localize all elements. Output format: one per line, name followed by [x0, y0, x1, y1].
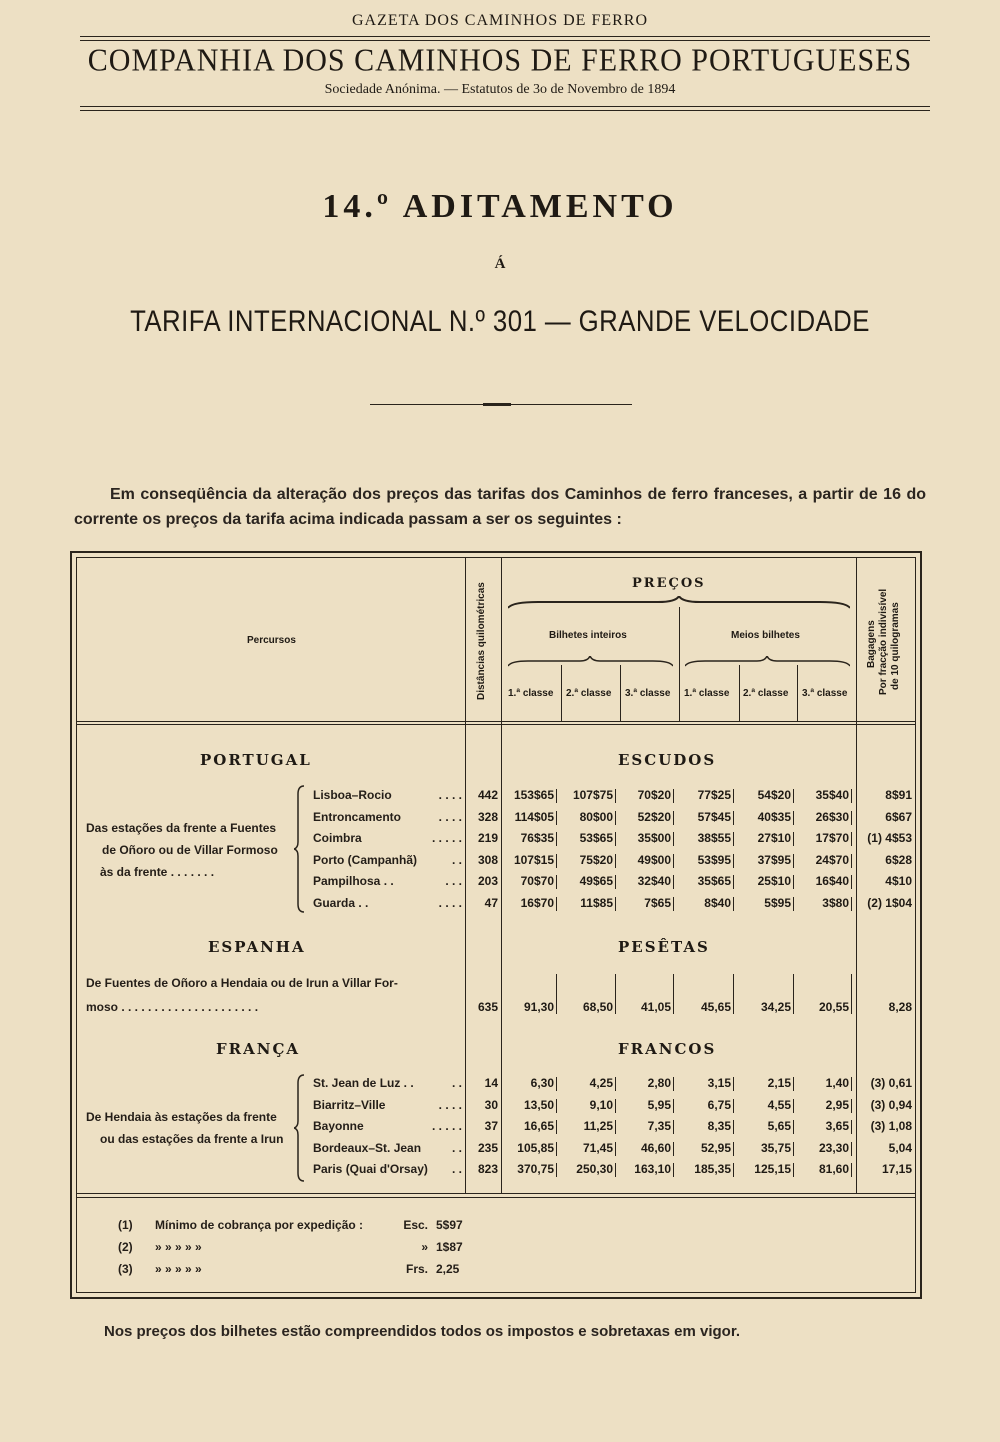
- cell-divider: [556, 1099, 557, 1113]
- header-meios-c2: 2.ª classe: [743, 688, 789, 699]
- price-cell: 7$65: [644, 895, 671, 910]
- note-text: » » » » »: [155, 1240, 202, 1254]
- addendum-to: Á: [494, 256, 506, 272]
- cell-divider: [556, 1163, 557, 1177]
- cell-divider: [673, 1099, 674, 1113]
- station-dots: . . . .: [438, 895, 462, 910]
- price-cell: 5,95: [647, 1097, 671, 1112]
- cell-divider: [673, 1077, 674, 1091]
- station-dots: . .: [451, 1076, 462, 1090]
- col-line-mc3: [797, 665, 798, 722]
- body-bottom-rule: [76, 1193, 916, 1194]
- price-cell: 68,50: [582, 1000, 613, 1014]
- price-cell: 13,50: [523, 1097, 554, 1112]
- cell-divider: [793, 1077, 794, 1091]
- title-divider-center: [483, 403, 511, 406]
- station-name: Paris (Quai d'Orsay): [313, 1162, 428, 1176]
- header-percursos: Percursos: [247, 635, 296, 646]
- price-cell: 35$00: [637, 831, 671, 845]
- cell-divider: [673, 1142, 674, 1156]
- cell-divider: [733, 1163, 734, 1177]
- station-dots: . . . .: [438, 1097, 462, 1112]
- station-dots: . .: [451, 852, 462, 867]
- price-cell: 38$55: [697, 831, 731, 845]
- station-name: Entroncamento: [313, 809, 402, 824]
- price-cell: 41,05: [640, 1000, 671, 1014]
- cell-divider: [733, 854, 734, 868]
- cell-divider: [615, 1142, 616, 1156]
- cell-divider: [733, 1077, 734, 1091]
- cell-divider: [673, 854, 674, 868]
- price-cell: 20,55: [818, 1000, 849, 1014]
- franca-group-line2: ou das estações da frente a Irun: [100, 1132, 284, 1146]
- currency-pesetas: PESÊTAS: [618, 938, 710, 956]
- company-statutes: Sociedade Anónima. — Estatutos de 3o de Novembro de 1894: [324, 82, 676, 97]
- cell-divider: [673, 1120, 674, 1134]
- cell-divider: [615, 974, 616, 1014]
- price-cell: 11$85: [580, 895, 613, 910]
- cell-divider: [733, 789, 734, 803]
- price-cell: 153$65: [513, 788, 554, 802]
- station-name: Lisboa–Rocio: [313, 788, 392, 802]
- header-prices: PREÇOS: [632, 576, 706, 591]
- footer-note: Nos preços dos bilhetes estão compreendidos todos os impostos e sobretaxas em vigor.: [104, 1323, 741, 1340]
- espanha-route-line2: moso . . . . . . . . . . . . . . . . . . . . .: [86, 1000, 259, 1014]
- cell-divider: [615, 789, 616, 803]
- price-cell: 2,80: [647, 1076, 671, 1090]
- distance-cell: 823: [477, 1162, 498, 1176]
- distance-cell: 30: [484, 1097, 498, 1112]
- price-cell: 163,10: [634, 1162, 671, 1176]
- cell-divider: [556, 789, 557, 803]
- espanha-route-line1: De Fuentes de Oñoro a Hendaia ou de Irun a Villar For-: [86, 976, 398, 990]
- price-cell: 3,15: [707, 1076, 731, 1090]
- cell-divider: [673, 875, 674, 889]
- bagagens-cell: 4$10: [885, 874, 912, 888]
- price-cell: 81,60: [818, 1162, 849, 1176]
- cell-divider: [733, 811, 734, 825]
- distance-cell: 235: [477, 1140, 498, 1155]
- cell-divider: [793, 974, 794, 1014]
- cell-divider: [615, 854, 616, 868]
- gazette-title: GAZETA DOS CAMINHOS DE FERRO: [351, 12, 649, 29]
- price-cell: 35,75: [760, 1140, 791, 1155]
- section-espanha: ESPANHA: [208, 938, 306, 956]
- cell-divider: [793, 875, 794, 889]
- portugal-group-line3: às da frente . . . . . . .: [100, 865, 215, 879]
- cell-divider: [615, 875, 616, 889]
- bagagens-cell: (3) 1,08: [870, 1119, 912, 1133]
- price-cell: 53$65: [579, 831, 613, 845]
- cell-divider: [673, 974, 674, 1014]
- header-inteiros-c3: 3.ª classe: [625, 688, 671, 699]
- price-cell: 25$10: [757, 874, 791, 888]
- price-cell: 1,40: [825, 1076, 849, 1090]
- cell-divider: [556, 1077, 557, 1091]
- header-bottom-rule: [76, 721, 916, 722]
- distance-cell: 37: [484, 1119, 498, 1133]
- station-name: Guarda . .: [313, 895, 369, 910]
- price-cell: 91,30: [523, 1000, 554, 1014]
- cell-divider: [793, 832, 794, 846]
- franca-group-line1: De Hendaia às estações da frente: [86, 1110, 277, 1124]
- franca-brace: [294, 1073, 306, 1183]
- note-value: 5$97: [436, 1218, 463, 1232]
- section-franca: FRANÇA: [216, 1040, 301, 1058]
- price-cell: 11,25: [583, 1119, 613, 1133]
- section-portugal: PORTUGAL: [200, 751, 312, 769]
- cell-divider: [733, 974, 734, 1014]
- cell-divider: [793, 897, 794, 911]
- cell-divider: [615, 811, 616, 825]
- cell-divider: [556, 1142, 557, 1156]
- bagagens-cell: (2) 1$04: [867, 895, 912, 910]
- distance-cell: 328: [477, 809, 498, 824]
- cell-divider: [556, 875, 557, 889]
- header-bagagens: Bagagens: [866, 620, 877, 668]
- cell-divider: [673, 811, 674, 825]
- cell-divider: [733, 897, 734, 911]
- price-cell: 45,65: [700, 1000, 731, 1014]
- addendum-title: 14.º ADITAMENTO: [322, 188, 678, 225]
- bagagens-cell: 8,28: [888, 1000, 912, 1014]
- portugal-brace: [294, 784, 306, 914]
- station-name: Biarritz–Ville: [313, 1097, 386, 1112]
- station-name: Porto (Campanhã): [313, 852, 418, 867]
- cell-divider: [615, 1120, 616, 1134]
- price-cell: 54$20: [757, 788, 791, 802]
- price-cell: 27$10: [757, 831, 791, 845]
- bagagens-cell: (3) 0,94: [870, 1097, 912, 1112]
- header-bilhetes-inteiros: Bilhetes inteiros: [549, 630, 627, 641]
- price-cell: 34,25: [760, 1000, 791, 1014]
- price-cell: 2,15: [767, 1076, 791, 1090]
- cell-divider: [673, 789, 674, 803]
- station-dots: . .: [451, 1162, 462, 1176]
- note-number: (2): [118, 1240, 133, 1254]
- cell-divider: [615, 897, 616, 911]
- price-cell: 107$15: [513, 852, 554, 867]
- cell-divider: [793, 1120, 794, 1134]
- price-cell: 105,85: [517, 1140, 554, 1155]
- cell-divider: [793, 1099, 794, 1113]
- bagagens-cell: (3) 0,61: [870, 1076, 912, 1090]
- distance-cell: 203: [477, 874, 498, 888]
- bagagens-cell: (1) 4$53: [867, 831, 912, 845]
- cell-divider: [615, 1163, 616, 1177]
- inteiros-brace: [508, 656, 673, 668]
- cell-divider: [673, 832, 674, 846]
- cell-divider: [556, 974, 557, 1014]
- price-cell: 9,10: [589, 1097, 613, 1112]
- price-cell: 46,60: [640, 1140, 671, 1155]
- price-cell: 16$70: [520, 895, 554, 910]
- price-cell: 8$40: [704, 895, 731, 910]
- price-cell: 5,65: [767, 1119, 791, 1133]
- cell-divider: [793, 789, 794, 803]
- price-cell: 3$80: [822, 895, 849, 910]
- intro-paragraph: Em conseqüência da alteração dos preços das tarifas dos Caminhos de ferro franceses, a partir de 16 do corrente os preços da tarifa acima indicada passam a ser os seguintes :: [74, 486, 926, 528]
- price-cell: 26$30: [815, 809, 849, 824]
- cell-divider: [556, 1120, 557, 1134]
- col-line-c2: [561, 665, 562, 722]
- price-cell: 49$65: [579, 874, 613, 888]
- station-dots: . . .: [445, 874, 462, 888]
- station-name: Bayonne: [313, 1119, 364, 1133]
- price-cell: 6,30: [530, 1076, 554, 1090]
- note-currency: Esc.: [403, 1218, 428, 1232]
- price-cell: 80$00: [579, 809, 613, 824]
- price-cell: 23,30: [818, 1140, 849, 1155]
- cell-divider: [733, 832, 734, 846]
- price-cell: 57$45: [697, 809, 731, 824]
- cell-divider: [615, 832, 616, 846]
- price-cell: 32$40: [637, 874, 671, 888]
- cell-divider: [673, 1163, 674, 1177]
- station-name: St. Jean de Luz . .: [313, 1076, 414, 1090]
- header-rule-bottom: [80, 106, 930, 107]
- distance-cell: 308: [477, 852, 498, 867]
- price-cell: 107$75: [572, 788, 613, 802]
- note-value: 1$87: [436, 1240, 463, 1254]
- distance-cell: 14: [484, 1076, 498, 1090]
- col-line-meios: [679, 607, 680, 722]
- currency-francos: FRANCOS: [618, 1040, 717, 1058]
- cell-divider: [556, 897, 557, 911]
- price-cell: 7,35: [647, 1119, 671, 1133]
- price-cell: 75$20: [579, 852, 613, 867]
- station-dots: . . . . .: [431, 1119, 462, 1133]
- cell-divider: [615, 1077, 616, 1091]
- header-meios-bilhetes: Meios bilhetes: [731, 630, 800, 641]
- note-value: 2,25: [436, 1262, 460, 1276]
- price-cell: 4,55: [767, 1097, 791, 1112]
- header-meios-c3: 3.ª classe: [802, 688, 848, 699]
- price-cell: 6,75: [707, 1097, 731, 1112]
- bagagens-cell: 6$67: [885, 809, 912, 824]
- portugal-group-line2: de Oñoro ou de Villar Formoso: [102, 843, 278, 857]
- station-name: Pampilhosa . .: [313, 874, 394, 888]
- distance-cell: 219: [477, 831, 498, 845]
- cell-divider: [733, 1142, 734, 1156]
- note-text: Mínimo de cobrança por expedição :: [155, 1218, 364, 1232]
- price-cell: 24$70: [815, 852, 849, 867]
- note-currency: Frs.: [405, 1262, 428, 1276]
- currency-escudos: ESCUDOS: [618, 751, 717, 769]
- header-distances: Distâncias quilométricas: [476, 582, 487, 700]
- cell-divider: [556, 811, 557, 825]
- distance-cell: 47: [484, 895, 498, 910]
- station-dots: . . . . .: [431, 831, 462, 845]
- header-bagagens-2: Por fracção indivisível: [878, 588, 889, 695]
- cell-divider: [615, 1099, 616, 1113]
- cell-divider: [733, 1099, 734, 1113]
- meios-brace: [685, 656, 850, 668]
- price-cell: 16$40: [815, 874, 849, 888]
- header-rule-bottom-2: [80, 110, 930, 111]
- price-cell: 35$65: [697, 874, 731, 888]
- cell-divider: [793, 811, 794, 825]
- price-cell: 370,75: [517, 1162, 554, 1176]
- price-cell: 70$70: [520, 874, 554, 888]
- header-meios-c1: 1.ª classe: [684, 688, 730, 699]
- price-cell: 17$70: [815, 831, 849, 845]
- price-cell: 49$00: [637, 852, 671, 867]
- price-cell: 3,65: [825, 1119, 849, 1133]
- tariff-title: TARIFA INTERNACIONAL N.º 301 — GRANDE VELOCIDADE: [130, 305, 870, 338]
- header-bottom-rule-2: [76, 724, 916, 725]
- price-cell: 114$05: [514, 809, 554, 824]
- note-number: (3): [118, 1262, 133, 1276]
- price-cell: 52$20: [637, 809, 671, 824]
- cell-divider: [733, 1120, 734, 1134]
- cell-divider: [793, 1142, 794, 1156]
- cell-divider: [556, 854, 557, 868]
- header-inteiros-c2: 2.ª classe: [566, 688, 612, 699]
- price-cell: 8,35: [707, 1119, 731, 1133]
- price-cell: 53$95: [697, 852, 731, 867]
- station-dots: . . . .: [438, 788, 462, 802]
- note-number: (1): [118, 1218, 133, 1232]
- cell-divider: [556, 832, 557, 846]
- price-cell: 77$25: [697, 788, 731, 802]
- bagagens-cell: 17,15: [881, 1162, 912, 1176]
- station-name: Coimbra: [313, 831, 362, 845]
- body-bottom-rule-2: [76, 1197, 916, 1198]
- station-dots: . . . .: [438, 809, 462, 824]
- note-text: » » » » »: [155, 1262, 202, 1276]
- portugal-group-line1: Das estações da frente a Fuentes: [86, 821, 277, 835]
- distance-cell: 635: [477, 1000, 498, 1014]
- price-cell: 250,30: [576, 1162, 613, 1176]
- price-cell: 16,65: [523, 1119, 554, 1133]
- price-cell: 70$20: [637, 788, 671, 802]
- cell-divider: [793, 854, 794, 868]
- bagagens-cell: 8$91: [885, 788, 912, 802]
- price-cell: 76$35: [520, 831, 554, 845]
- company-name: COMPANHIA DOS CAMINHOS DE FERRO PORTUGUESES: [87, 43, 913, 78]
- price-cell: 185,35: [694, 1162, 731, 1176]
- header-rule-top-2: [80, 40, 930, 41]
- prices-brace: [508, 596, 850, 610]
- bagagens-cell: 5,04: [888, 1140, 912, 1155]
- station-dots: . .: [451, 1140, 462, 1155]
- price-cell: 52,95: [700, 1140, 731, 1155]
- station-name: Bordeaux–St. Jean: [313, 1140, 422, 1155]
- cell-divider: [673, 897, 674, 911]
- cell-divider: [733, 875, 734, 889]
- price-cell: 71,45: [582, 1140, 613, 1155]
- price-cell: 37$95: [757, 852, 791, 867]
- col-line-c3: [620, 665, 621, 722]
- cell-divider: [793, 1163, 794, 1177]
- note-currency: »: [421, 1240, 428, 1254]
- header-bagagens-3: de 10 quilogramas: [890, 602, 901, 690]
- header-rule-top: [80, 36, 930, 37]
- col-line-mc2: [739, 665, 740, 722]
- price-cell: 35$40: [815, 788, 849, 802]
- bagagens-cell: 6$28: [885, 852, 912, 867]
- price-cell: 40$35: [757, 809, 791, 824]
- price-cell: 2,95: [825, 1097, 849, 1112]
- distance-cell: 442: [477, 788, 498, 802]
- price-cell: 5$95: [764, 895, 791, 910]
- header-inteiros-c1: 1.ª classe: [508, 688, 554, 699]
- price-cell: 125,15: [754, 1162, 791, 1176]
- price-cell: 4,25: [589, 1076, 613, 1090]
